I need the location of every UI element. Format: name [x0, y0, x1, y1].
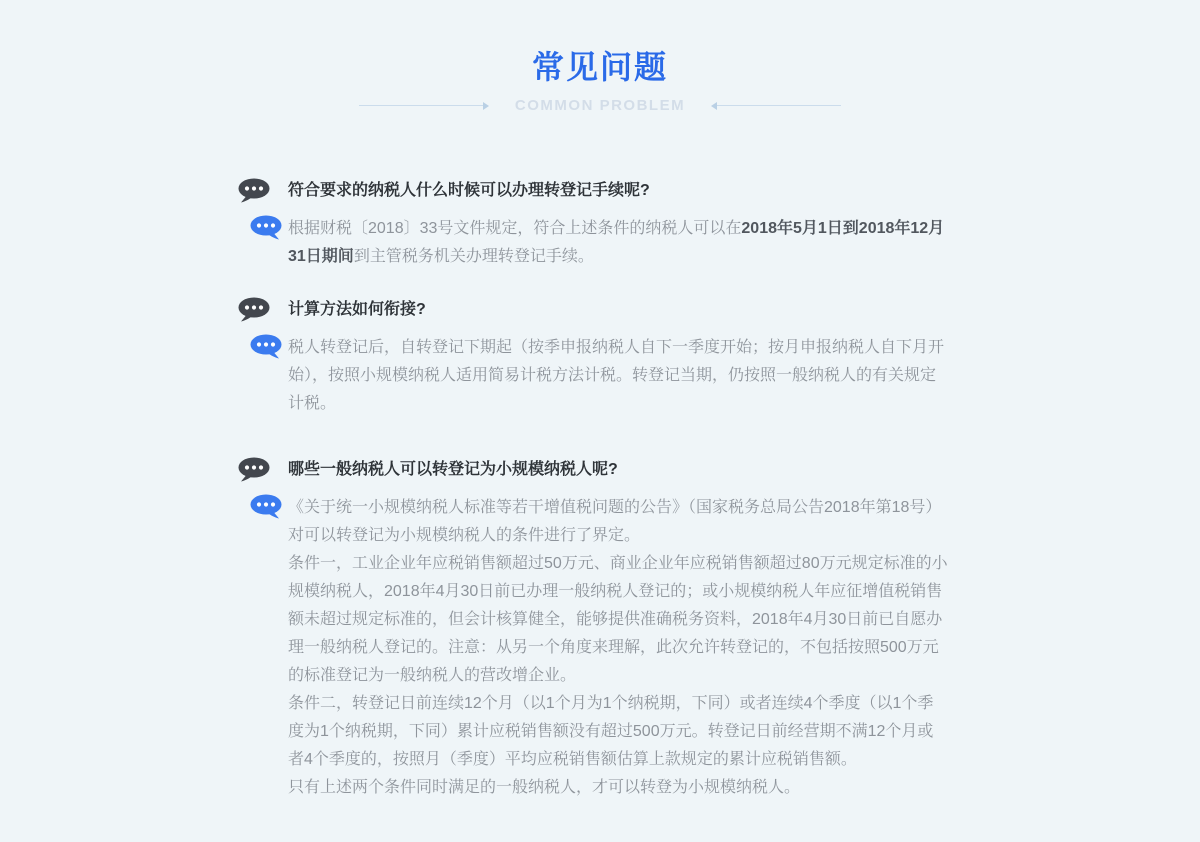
page-title: 常见问题 — [531, 49, 668, 85]
arrow-right-icon — [483, 102, 489, 110]
question-bubble-icon — [238, 457, 270, 482]
answer-text — [288, 215, 948, 271]
faq-list — [238, 178, 950, 802]
subtitle-decor-line-right — [713, 105, 841, 106]
answer-row — [238, 494, 950, 802]
subtitle-decor-line-left — [359, 105, 487, 106]
question-row — [238, 297, 950, 322]
page-subtitle: COMMON PROBLEM — [514, 97, 686, 114]
answer-segment: 到主管税务机关办理转登记手续。 — [353, 248, 594, 265]
question-bubble-icon — [238, 178, 270, 203]
answer-bubble-icon — [250, 215, 282, 240]
arrow-left-icon — [711, 102, 717, 110]
answer-segment: 根据财税〔2018〕33号文件规定，符合上述条件的纳税人可以在 — [288, 220, 742, 237]
answer-paragraph: 条件二，转登记日前连续12个月（以1个月为1个纳税期，下同）或者连续4个季度（以1个季度为1个纳税期，下同）累计应税销售额没有超过500万元。转登记日前经营期不满12个月或者4个季度的，按照月（季度）平均应税销售额估算上款规定的累计应税销售额。 — [288, 695, 934, 768]
answer-bubble-icon — [250, 494, 282, 519]
answer-paragraph: 条件一，工业企业年应税销售额超过50万元、商业企业年应税销售额超过80万元规定标准的小规模纳税人，2018年4月30日前已办理一般纳税人登记的；或小规模纳税人年应征增值税销售额未超过规定标准的，但会计核算健全，能够提供准确税务资料，2018年4月30日前已自愿办理一般纳税人登记的。注意：从另一个角度来理解，此次允许转登记的，不包括按照500万元的标准登记为一般纳税人的营改增企业。 — [288, 555, 948, 684]
answer-row — [238, 215, 950, 271]
question-text: 计算方法如何衔接? — [288, 301, 426, 318]
question-row — [238, 178, 950, 203]
answer-paragraph: 《关于统一小规模纳税人标准等若干增值税问题的公告》（国家税务总局公告2018年第18号）对可以转登记为小规模纳税人的条件进行了界定。 — [288, 499, 942, 544]
faq-item-1 — [238, 178, 950, 271]
faq-item-2 — [238, 297, 950, 418]
question-bubble-icon — [238, 297, 270, 322]
answer-row — [238, 334, 950, 418]
answer-highlight: 2018年5月1日到2018年12月31日期间 — [288, 220, 945, 265]
section-header — [0, 0, 1200, 114]
answer-text — [288, 494, 948, 802]
answer-bubble-icon — [250, 334, 282, 359]
section-subtitle-row — [0, 97, 1200, 114]
faq-item-3 — [238, 457, 950, 802]
answer-text: 税人转登记后，自转登记下期起（按季申报纳税人自下一季度开始；按月申报纳税人自下月开始），按照小规模纳税人适用简易计税方法计税。转登记当期，仍按照一般纳税人的有关规定计税。 — [288, 339, 945, 412]
question-text: 哪些一般纳税人可以转登记为小规模纳税人呢? — [288, 461, 618, 478]
question-text: 符合要求的纳税人什么时候可以办理转登记手续呢? — [288, 182, 650, 199]
answer-paragraph: 只有上述两个条件同时满足的一般纳税人，才可以转登为小规模纳税人。 — [288, 779, 801, 796]
question-row — [238, 457, 950, 482]
